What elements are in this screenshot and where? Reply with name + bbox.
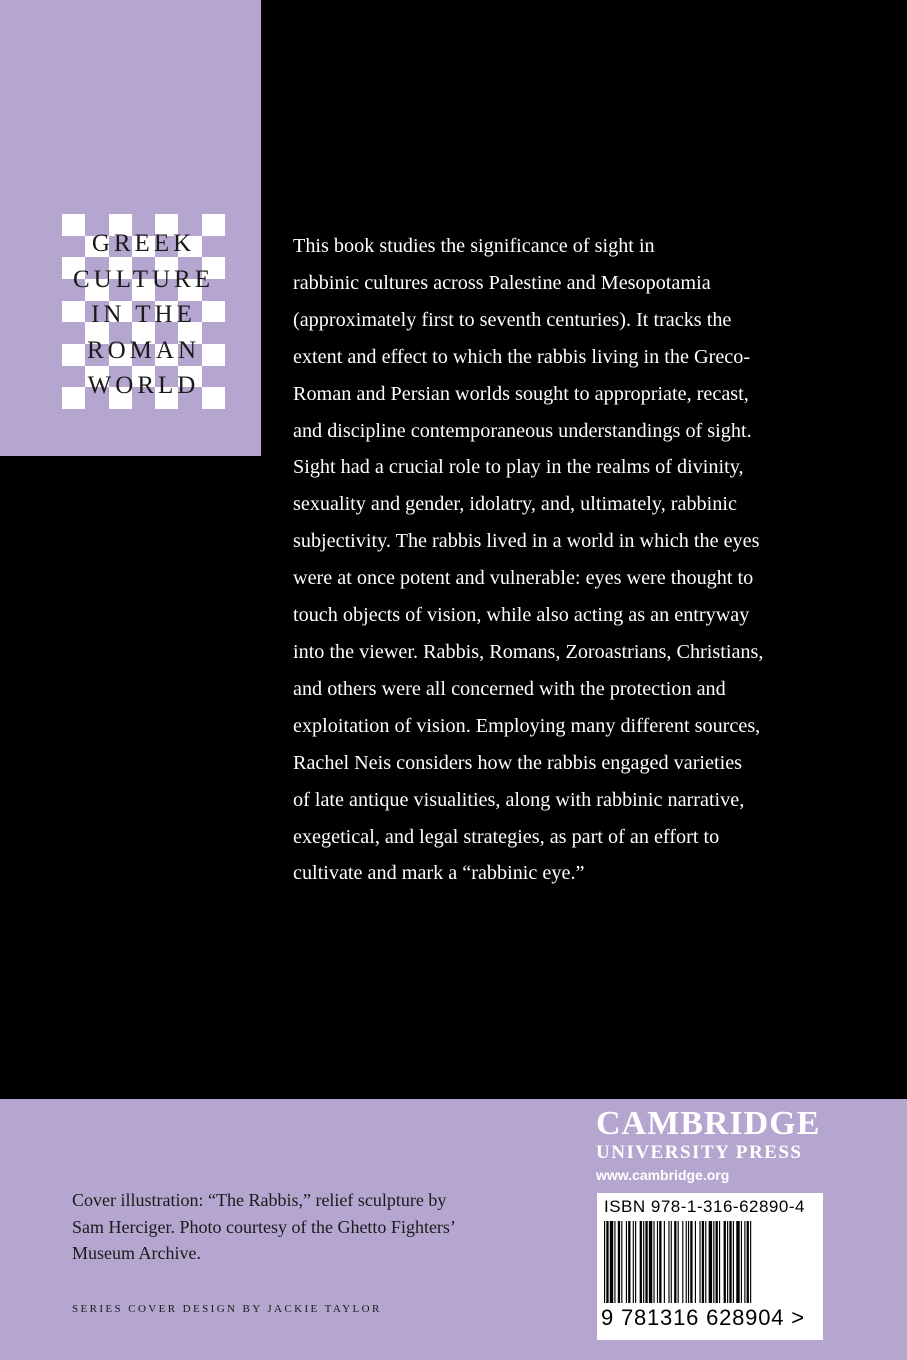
description-line: Roman and Persian worlds sought to appropriate, recast,: [293, 382, 749, 405]
publisher-subtitle: UNIVERSITY PRESS: [596, 1142, 803, 1163]
isbn-barcode: [597, 1193, 823, 1340]
barcode-bar: [719, 1221, 720, 1303]
publisher-logo: [596, 1106, 836, 1186]
description-line: and discipline contemporaneous understandings of sight.: [293, 419, 752, 442]
series-panel: [0, 0, 261, 456]
barcode-bar: [699, 1221, 700, 1303]
barcode-bar: [643, 1221, 644, 1303]
barcode-bar: [640, 1221, 642, 1303]
description-line: Sight had a crucial role to play in the realms of divinity,: [293, 456, 744, 479]
barcode-bar: [713, 1221, 714, 1303]
description-line: subjectivity. The rabbis lived in a world in which the eyes: [293, 530, 760, 553]
isbn-label: ISBN 978-1-316-62890-4: [604, 1197, 805, 1216]
barcode-bar: [727, 1221, 728, 1303]
barcode-bar: [614, 1221, 615, 1303]
barcode-bar: [744, 1221, 745, 1303]
cover-credit: [72, 1187, 542, 1267]
barcode-bar: [628, 1221, 630, 1303]
cover-credit-line: Museum Archive.: [72, 1243, 201, 1263]
barcode-bar: [657, 1221, 658, 1303]
publisher-name: CAMBRIDGE: [596, 1105, 821, 1142]
description-line: Rachel Neis considers how the rabbis engaged varieties: [293, 751, 743, 774]
description-line: cultivate and mark a “rabbinic eye.”: [293, 862, 585, 885]
series-title-line-5: WORLD: [87, 372, 200, 399]
barcode-bar: [695, 1221, 696, 1303]
barcode-bar: [705, 1221, 706, 1303]
barcode-bar: [668, 1221, 669, 1303]
barcode-bar: [649, 1221, 652, 1303]
description-line: touch objects of vision, while also acting as an entryway: [293, 604, 750, 627]
barcode-bar: [690, 1221, 692, 1303]
barcode-bar: [635, 1221, 636, 1303]
barcode-bar: [724, 1221, 726, 1303]
barcode-bar: [659, 1221, 661, 1303]
series-title: [62, 226, 225, 404]
barcode-bar: [716, 1221, 718, 1303]
description-line: sexuality and gender, idolatry, and, ultimately, rabbinic: [293, 493, 737, 516]
barcode-digits: 9 781316 628904 >: [601, 1305, 805, 1330]
barcode-bar: [604, 1221, 605, 1303]
barcode-bar: [747, 1221, 749, 1303]
description-line: (approximately first to seventh centuries). It tracks the: [293, 308, 732, 331]
barcode-bar: [733, 1221, 734, 1303]
barcode-bar: [610, 1221, 613, 1303]
barcode-bar: [621, 1221, 622, 1303]
barcode-bar: [653, 1221, 654, 1303]
cover-credit-line: Sam Herciger. Photo courtesy of the Ghetto Fighters’: [72, 1216, 456, 1237]
book-description: [293, 228, 843, 892]
barcode-bar: [606, 1221, 608, 1303]
description-line: extent and effect to which the rabbis living in the Greco-: [293, 345, 751, 368]
publisher-url: www.cambridge.org: [596, 1167, 730, 1183]
barcode-bar: [688, 1221, 689, 1303]
barcode-bar: [626, 1221, 627, 1303]
barcode-bar: [674, 1221, 676, 1303]
barcode-bars: [604, 1221, 816, 1305]
barcode-bar: [729, 1221, 731, 1303]
barcode-bar: [633, 1221, 634, 1303]
design-credit: SERIES COVER DESIGN BY JACKIE TAYLOR: [72, 1303, 382, 1315]
description-line: of late antique visualities, along with rabbinic narrative,: [293, 788, 745, 811]
barcode-bar: [618, 1221, 620, 1303]
barcode-bar: [678, 1221, 679, 1303]
barcode-bar: [741, 1221, 742, 1303]
barcode-bar: [736, 1221, 739, 1303]
series-title-line-4: ROMAN: [86, 336, 201, 364]
description-line: rabbinic cultures across Palestine and Mesopotamia: [293, 271, 711, 294]
description-line: exegetical, and legal strategies, as part of an effort to: [293, 825, 720, 848]
barcode-bar: [709, 1221, 712, 1303]
series-title-line-1: GREEK: [91, 230, 196, 257]
barcode-bar: [750, 1221, 751, 1303]
description-line: exploitation of vision. Employing many different sources,: [293, 714, 761, 737]
description-line: This book studies the significance of sight in: [293, 235, 655, 257]
barcode-bar: [682, 1221, 683, 1303]
series-title-line-2: CULTURE: [73, 265, 214, 293]
description-line: into the viewer. Rabbis, Romans, Zoroastrians, Christians,: [293, 640, 764, 663]
barcode-bar: [686, 1221, 687, 1303]
barcode-bar: [702, 1221, 704, 1303]
description-line: and others were all concerned with the protection and: [293, 677, 726, 700]
series-title-line-3: IN THE: [91, 301, 196, 328]
barcode-bar: [664, 1221, 665, 1303]
description-line: were at once potent and vulnerable: eyes were thought to: [293, 567, 754, 590]
cover-credit-line: Cover illustration: “The Rabbis,” relief sculpture by: [72, 1190, 447, 1210]
barcode-bar: [671, 1221, 672, 1303]
barcode-bar: [645, 1221, 647, 1303]
